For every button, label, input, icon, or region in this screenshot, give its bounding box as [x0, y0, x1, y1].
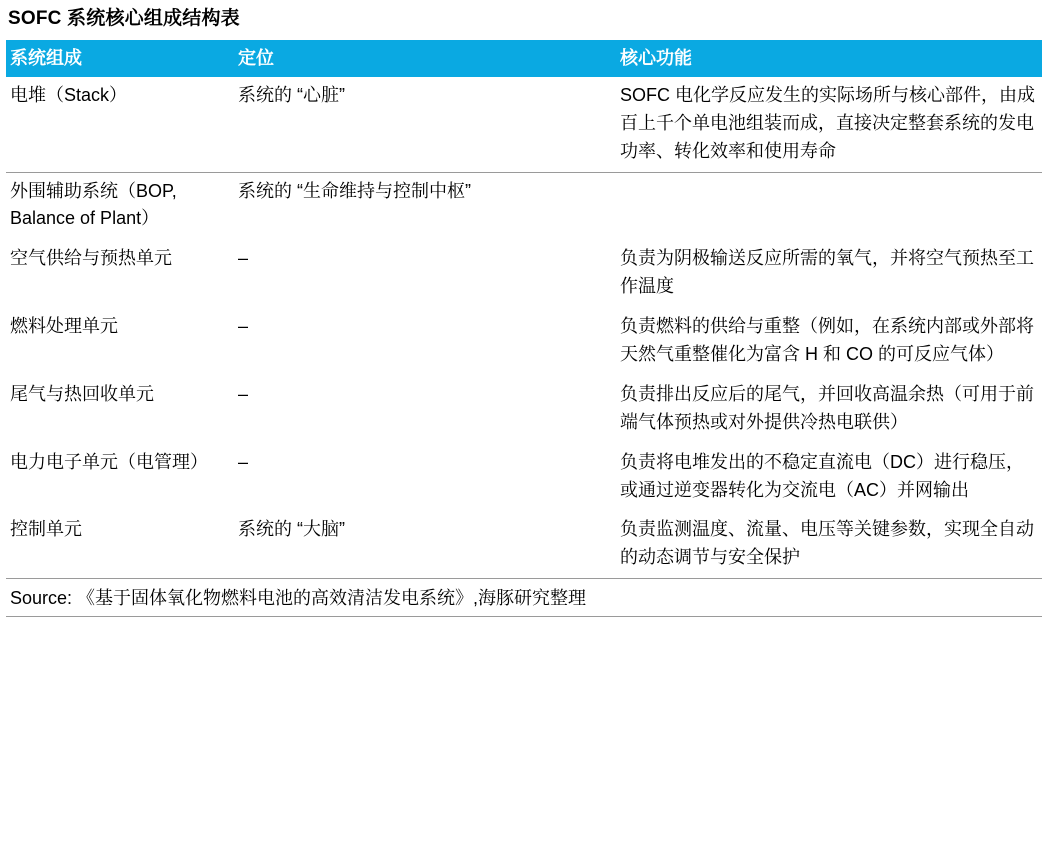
cell-component: 尾气与热回收单元 — [10, 383, 154, 404]
cell-function — [616, 172, 1042, 240]
cell-component: 燃料处理单元 — [10, 316, 118, 337]
page-title: SOFC 系统核心组成结构表 — [8, 8, 240, 29]
column-header-component: 系统组成 — [6, 40, 234, 77]
cell-position: – — [238, 248, 249, 269]
table-row — [6, 172, 1042, 240]
cell-function: 负责燃料的供给与重整（例如，在系统内部或外部将天然气重整催化为富含 H 和 CO 的可反应气体） — [620, 316, 1034, 365]
table-header-row — [6, 40, 1042, 77]
table-row — [6, 308, 1042, 376]
cell-function: 负责为阴极输送反应所需的氧气，并将空气预热至工作温度 — [620, 248, 1034, 297]
cell-function: 负责监测温度、流量、电压等关键参数，实现全自动的动态调节与安全保护 — [616, 511, 1042, 579]
cell-position: – — [238, 383, 249, 404]
core-structure-table — [6, 40, 1042, 580]
cell-position: 系统的 “大脑” — [234, 511, 616, 579]
cell-position: – — [238, 316, 249, 337]
cell-position: 系统的 “心脏” — [234, 77, 616, 172]
cell-position: – — [238, 451, 249, 472]
source-note: Source: 《基于固体氧化物燃料电池的高效清洁发电系统》,海豚研究整理 — [6, 579, 1042, 617]
column-header-position: 定位 — [234, 40, 616, 77]
table-body — [6, 77, 1042, 579]
table-row — [6, 240, 1042, 308]
cell-component: 电力电子单元（电管理） — [10, 451, 208, 472]
cell-function: SOFC 电化学反应发生的实际场所与核心部件，由成百上千个单电池组装而成，直接决定整套系统的发电功率、转化效率和使用寿命 — [616, 77, 1042, 172]
cell-component: 空气供给与预热单元 — [10, 248, 172, 269]
cell-component: 外围辅助系统（BOP, Balance of Plant） — [10, 180, 177, 229]
table-row — [6, 511, 1042, 579]
cell-component: 控制单元 — [6, 511, 234, 579]
table-row — [6, 77, 1042, 172]
cell-position: 系统的 “生命维持与控制中枢” — [238, 180, 471, 201]
table-row — [6, 375, 1042, 443]
cell-function: 负责排出反应后的尾气，并回收高温余热（可用于前端气体预热或对外提供冷热电联供） — [620, 383, 1034, 432]
cell-component: 电堆（Stack） — [6, 77, 234, 172]
cell-function: 负责将电堆发出的不稳定直流电（DC）进行稳压，或通过逆变器转化为交流电（AC）并网输出 — [620, 451, 1024, 500]
column-header-function: 核心功能 — [616, 40, 1042, 77]
table-row — [6, 443, 1042, 511]
table-header — [6, 40, 1042, 77]
